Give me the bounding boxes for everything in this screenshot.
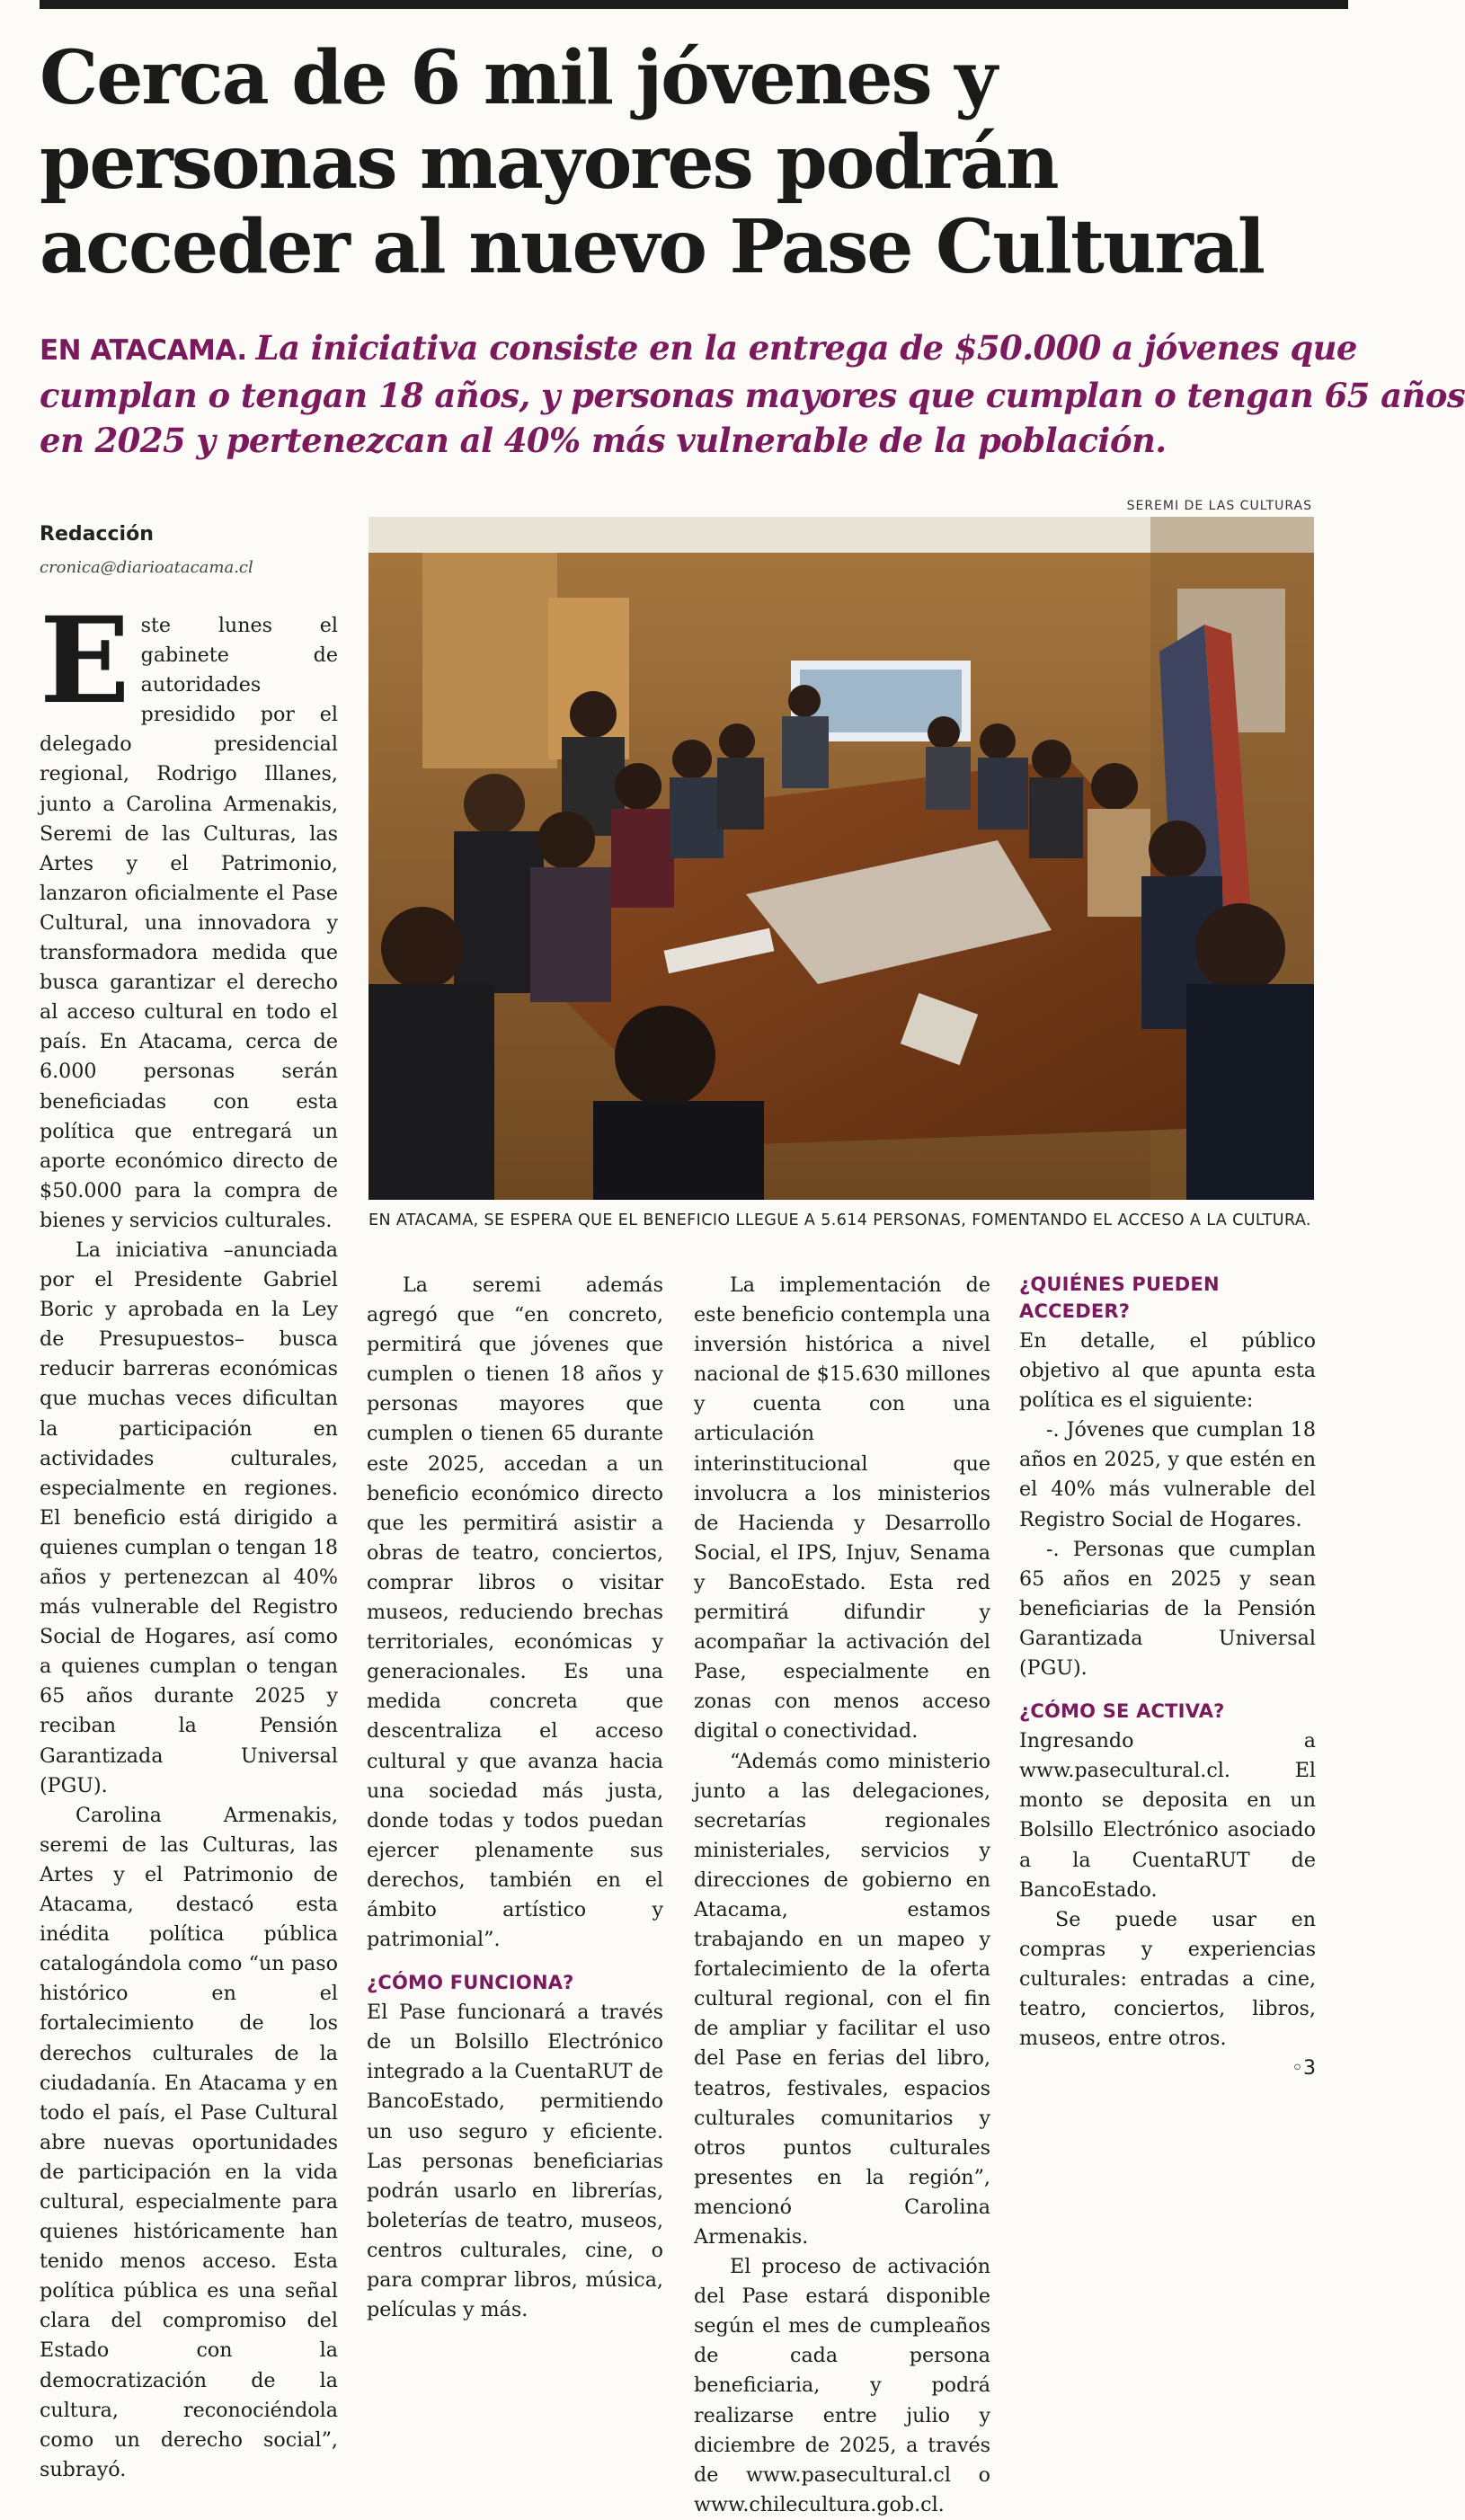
article-paragraph: Ingresando a www.pasecultural.cl. El monto se deposita en un Bolsillo Electrónico asociado a la CuentaRUT de BancoEstado. [1019, 1729, 1316, 1902]
paragraph-text: ste lunes el gabinete de autoridades presidido por el delegado presidencial regional, Rodrigo Illanes, junto a Carolina Armenakis, Seremi de las Culturas, las Artes y el Patrimonio, lanzaron oficialmente el Pase Cultural, una innovadora y transformadora medida que busca garantizar el derecho al acceso cultural en todo el país. En Atacama, cerca de 6.000 personas serán beneficiadas con esta política que entregará un aporte económico directo de $50.000 para la compra de bienes y servicios culturales. [40, 614, 338, 1232]
lead-line-1 [40, 325, 1357, 373]
article-column-3 [694, 1271, 990, 2520]
article-paragraph: El Pase funcionará a través de un Bolsillo Electrónico integrado a la CuentaRUT de BancoEstado, permitiendo un uso seguro y eficiente. Las personas beneficiarias podrán usarlo en librerías, boleterías de teatro, museos, centros culturales, cine, o para comprar libros, música, películas y más. [367, 2001, 663, 2322]
top-rule [40, 0, 1348, 9]
headline-line: acceder al nuevo Pase Cultural [40, 204, 1265, 290]
article-paragraph: “Además como ministerio junto a las delegaciones, secretarías regionales ministeriales, servicios y direcciones de gobierno en Atacama, estamos trabajando en un mapeo y fortalecimiento de la oferta cultural regional, con el fin de ampliar y facilitar el uso del Pase en ferias del libro, teatros, festivales, espacios culturales comunitarios y otros puntos culturales presentes en la región”, mencionó Carolina Armenakis. [694, 1749, 990, 2249]
lead-line-2: cumplan o tengan 18 años, y personas mayores que cumplan o tengan 65 años [40, 376, 1465, 415]
subheading-quienes-pueden-acceder: ¿QUIÉNES PUEDEN ACCEDER? [1019, 1273, 1220, 1322]
article-paragraph: La seremi además agregó que “en concreto, permitirá que jóvenes que cumplen o tienen 18 años y personas mayores que cumplen o tienen 65 durante este 2025, accedan a un beneficio económico directo que les permitirá asistir a obras de teatro, conciertos, comprar libros o visitar museos, reduciendo brechas territoriales, económicas y generacionales. Es una medida concreta que descentraliza el acceso cultural y que avanza hacia una sociedad más justa, donde todas y todos puedan ejercer plenamente sus derechos, también en el ámbito artístico y patrimonial”. [367, 1273, 663, 1952]
photo-caption: EN ATACAMA, SE ESPERA QUE EL BENEFICIO LLEGUE A 5.614 PERSONAS, FOMENTANDO EL ACCESO A LA CULTURA. [368, 1211, 1311, 1229]
meeting-photo [368, 517, 1314, 1200]
article-column-2 [367, 1271, 663, 2325]
eligibility-item: -. Personas que cumplan 65 años en 2025 y sean beneficiarias de la Pensión Garantizada Universal (PGU). [1019, 1537, 1316, 1681]
article-paragraph: La iniciativa –anunciada por el Presidente Gabriel Boric y aprobada en la Ley de Presupuestos– busca reducir barreras económicas que muchas veces dificultan la participación en actividades culturales, especialmente en regiones. El beneficio está dirigido a quienes cumplan o tengan 18 años y pertenezcan al 40% más vulnerable del Registro Social de Hogares, así como a quienes cumplan o tengan 65 años durante 2025 y reciban la Pensión Garantizada Universal (PGU). [40, 1238, 338, 1797]
lead-line-3: en 2025 y pertenezcan al 40% más vulnerable de la población. [40, 421, 1167, 460]
subheading-como-funciona: ¿CÓMO FUNCIONA? [367, 1972, 574, 1994]
lead-text: La iniciativa consiste en la entrega de $50.000 a jóvenes que [255, 328, 1357, 368]
lead-paragraph [40, 325, 1465, 463]
article-column-1 [40, 591, 338, 2485]
article-paragraph: Se puede usar en compras y experiencias culturales: entradas a cine, teatro, conciertos, libros, museos, entre otros. [1019, 1907, 1316, 2051]
headline-line: personas mayores podrán [40, 120, 1058, 206]
headline [40, 36, 1298, 289]
byline [40, 523, 345, 577]
article-paragraph [40, 591, 338, 1236]
drop-cap: E [40, 591, 130, 731]
eligibility-item: -. Jóvenes que cumplan 18 años en 2025, y que estén en el 40% más vulnerable del Registro Social de Hogares. [1019, 1418, 1316, 1531]
article-paragraph: Carolina Armenakis, seremi de las Culturas, las Artes y el Patrimonio de Atacama, destacó esta inédita política pública catalogándola como “un paso histórico en el fortalecimiento de los derechos culturales de la ciudadanía. En Atacama y en todo el país, el Pase Cultural abre nuevas oportunidades de participación en la vida cultural, especialmente para quienes históricamente han tenido menos acceso. Esta política pública es una señal clara del compromiso del Estado con la democratización de la cultura, reconociéndola como un derecho social”, subrayó. [40, 1803, 338, 2481]
article-paragraph: En detalle, el público objetivo al que apunta esta política es el siguiente: [1019, 1329, 1316, 1413]
end-mark-icon: ◦3 [1292, 2057, 1316, 2081]
lead-kicker: EN ATACAMA. [40, 334, 247, 367]
byline-email: cronica@diarioatacama.cl [40, 558, 253, 577]
article-paragraph: El proceso de activación del Pase estará disponible según el mes de cumpleaños de cada persona beneficiaria, y podrá realizarse entre julio y diciembre de 2025, a través de www.pasecultural.cl o www.chilecultura.gob.cl. [694, 2255, 990, 2516]
photo-credit: SEREMI DE LAS CULTURAS [1126, 499, 1312, 513]
byline-author: Redacción [40, 523, 154, 546]
meeting-photo-illustration [368, 517, 1314, 1200]
article-paragraph: La implementación de este beneficio contempla una inversión histórica a nivel nacional de $15.630 millones y cuenta con una articulación interinstitucional que involucra a los ministerios de Hacienda y Desarrollo Social, el IPS, Injuv, Senama y BancoEstado. Esta red permitirá difundir y acompañar la activación del Pase, especialmente en zonas con menos acceso digital o conectividad. [694, 1273, 990, 1744]
article-column-4 [1019, 1271, 1316, 2083]
headline-line: Cerca de 6 mil jóvenes y [40, 35, 996, 121]
subheading-como-se-activa: ¿CÓMO SE ACTIVA? [1019, 1700, 1225, 1723]
